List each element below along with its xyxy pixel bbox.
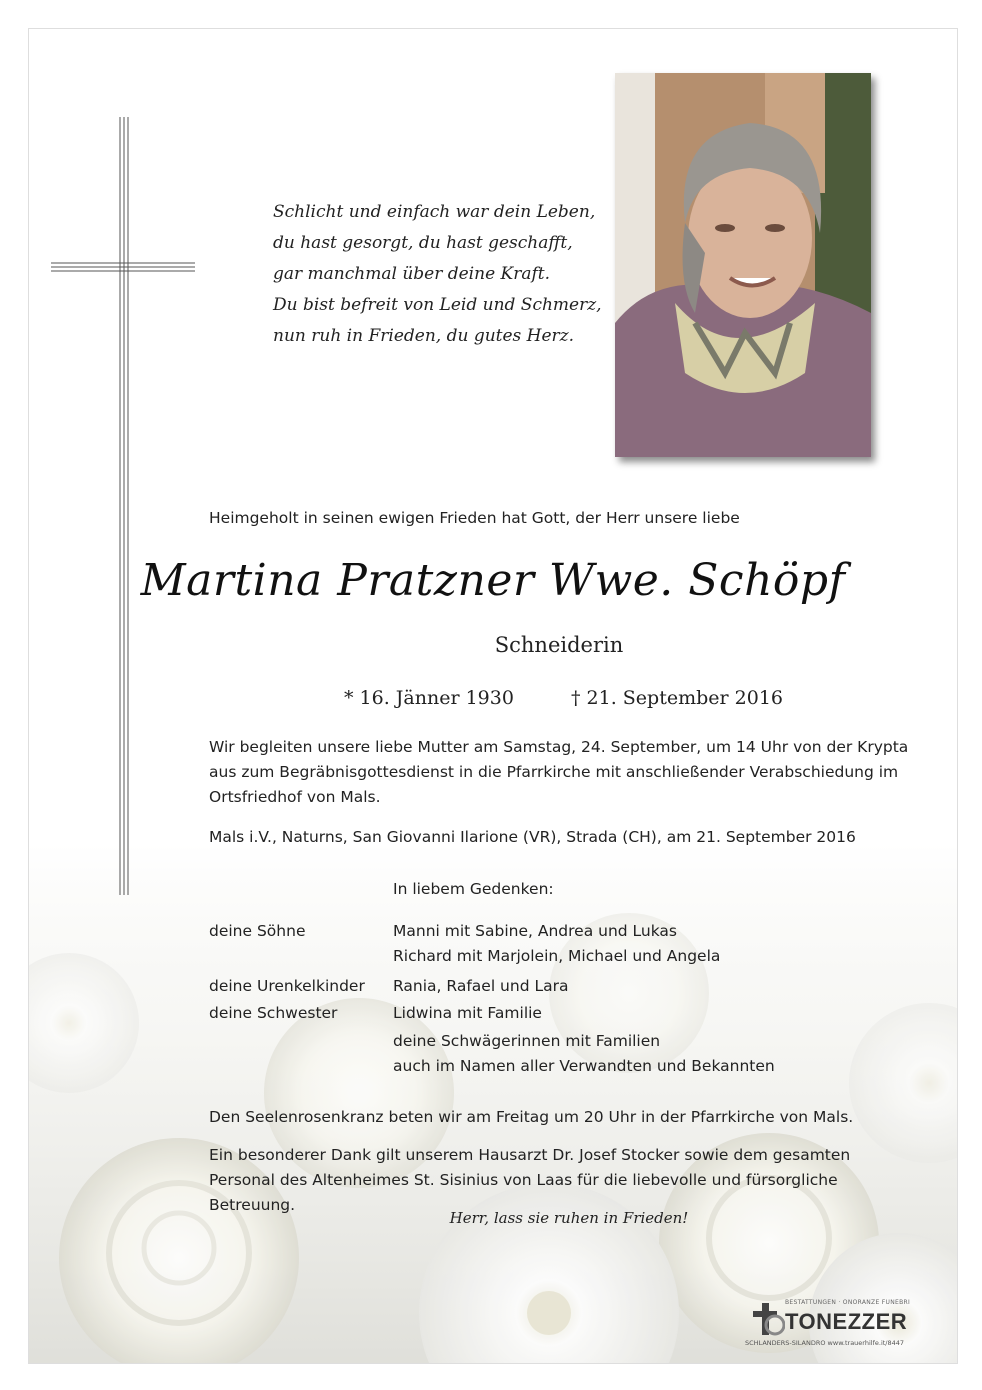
- mourner-names: Lidwina mit Familie: [393, 1004, 542, 1022]
- rosary-text: Den Seelenrosenkranz beten wir am Freitag um 20 Uhr in der Pfarrkirche von Mals.: [209, 1108, 854, 1126]
- obituary-card: [28, 28, 958, 1364]
- poem-line: Schlicht und einfach war dein Leben,: [273, 202, 596, 222]
- poem-line: du hast gesorgt, du hast geschafft,: [273, 233, 573, 253]
- death-date: † 21. September 2016: [571, 687, 783, 709]
- logo-name: TONEZZER: [785, 1309, 908, 1334]
- memory-heading: In liebem Gedenken:: [393, 880, 554, 898]
- poem-line: nun ruh in Frieden, du gutes Herz.: [273, 326, 575, 346]
- mourner-names: deine Schwägerinnen mit Familien: [393, 1032, 661, 1050]
- mourner-relation: deine Söhne: [209, 922, 306, 940]
- mourner-names: Rania, Rafael und Lara: [393, 977, 569, 995]
- intro-text: Heimgeholt in seinen ewigen Frieden hat Gott, der Herr unsere liebe: [209, 509, 740, 527]
- thanks-text: Ein besonderer Dank gilt unserem Hausarzt Dr. Josef Stocker sowie dem gesamten Personal des Altenheimes St. Sisinius von Laas für die liebevolle und fürsorgliche Betreuung.: [209, 1146, 851, 1214]
- poem: [273, 197, 613, 352]
- poem-line: Du bist befreit von Leid und Schmerz,: [273, 295, 602, 315]
- funeral-text: Wir begleiten unsere liebe Mutter am Samstag, 24. September, um 14 Uhr von der Krypta aus zum Begräbnisgottesdienst in die Pfarrkirche mit anschließender Verabschiedung im Ortsfriedhof von Mals.: [209, 738, 909, 806]
- poem-line: gar manchmal über deine Kraft.: [273, 264, 551, 284]
- logo-cross-icon: [749, 1301, 785, 1337]
- mourner-relation: deine Schwester: [209, 1004, 338, 1022]
- logo-sub: SCHLANDERS-SILANDRO www.trauerhilfe.it/8447: [745, 1339, 905, 1347]
- deceased-name: Martina Pratzner Wwe. Schöpf: [140, 555, 846, 606]
- mourner-names: auch im Namen aller Verwandten und Bekannten: [393, 1057, 775, 1075]
- funeral-home-logo: [745, 1293, 935, 1353]
- mourner-relation: deine Urenkelkinder: [209, 977, 365, 995]
- portrait-photo: [615, 73, 871, 457]
- profession: Schneiderin: [494, 633, 624, 657]
- logo-tagline: BESTATTUNGEN · ONORANZE FUNEBRI: [785, 1299, 911, 1306]
- closing-line: Herr, lass sie ruhen in Frieden!: [449, 1209, 689, 1227]
- mourner-names: Manni mit Sabine, Andrea und Lukas: [393, 922, 677, 940]
- birth-date: * 16. Jänner 1930: [344, 687, 514, 709]
- mourner-names: Richard mit Marjolein, Michael und Angela: [393, 947, 721, 965]
- places-text: Mals i.V., Naturns, San Giovanni Ilarione (VR), Strada (CH), am 21. September 2016: [209, 828, 856, 846]
